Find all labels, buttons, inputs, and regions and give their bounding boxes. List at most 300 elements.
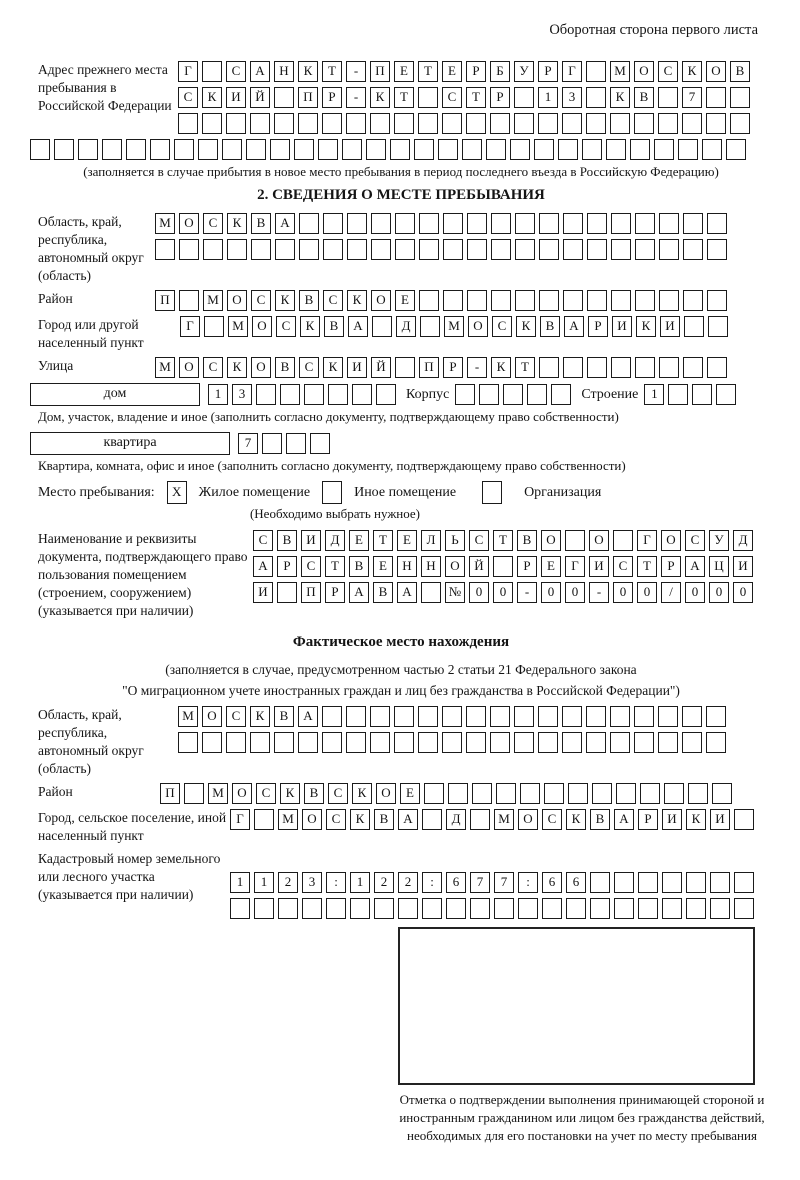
char-cell[interactable] xyxy=(370,706,390,727)
char-cell[interactable]: В xyxy=(304,783,324,804)
char-cell[interactable]: С xyxy=(203,213,223,234)
char-cell[interactable]: М xyxy=(203,290,223,311)
char-cell[interactable] xyxy=(514,732,534,753)
char-cell[interactable]: К xyxy=(516,316,536,337)
char-cell[interactable] xyxy=(262,433,282,454)
char-cell[interactable] xyxy=(662,898,682,919)
char-cell[interactable]: М xyxy=(178,706,198,727)
char-cell[interactable] xyxy=(346,706,366,727)
char-cell[interactable] xyxy=(254,898,274,919)
char-cell[interactable]: Г xyxy=(180,316,200,337)
char-cell[interactable]: В xyxy=(374,809,394,830)
char-cell[interactable] xyxy=(730,113,750,134)
char-cell[interactable] xyxy=(198,139,218,160)
char-cell[interactable]: 0 xyxy=(565,582,585,603)
char-cell[interactable]: С xyxy=(685,530,705,551)
char-cell[interactable]: Т xyxy=(466,87,486,108)
char-cell[interactable] xyxy=(394,732,414,753)
char-cell[interactable]: В xyxy=(517,530,537,551)
char-cell[interactable] xyxy=(638,898,658,919)
char-cell[interactable] xyxy=(658,706,678,727)
char-cell[interactable]: С xyxy=(276,316,296,337)
char-cell[interactable]: К xyxy=(202,87,222,108)
char-cell[interactable] xyxy=(514,87,534,108)
char-cell[interactable]: Д xyxy=(396,316,416,337)
char-cell[interactable] xyxy=(664,783,684,804)
char-cell[interactable]: А xyxy=(398,809,418,830)
char-cell[interactable]: И xyxy=(347,357,367,378)
char-cell[interactable] xyxy=(658,113,678,134)
char-cell[interactable]: О xyxy=(468,316,488,337)
char-cell[interactable] xyxy=(322,732,342,753)
char-cell[interactable] xyxy=(491,213,511,234)
char-cell[interactable] xyxy=(563,239,583,260)
char-cell[interactable]: / xyxy=(661,582,681,603)
char-cell[interactable]: 2 xyxy=(398,872,418,893)
char-cell[interactable] xyxy=(246,139,266,160)
char-cell[interactable] xyxy=(328,384,348,405)
char-cell[interactable] xyxy=(467,239,487,260)
char-cell[interactable] xyxy=(654,139,674,160)
char-cell[interactable]: К xyxy=(280,783,300,804)
char-cell[interactable]: 0 xyxy=(733,582,753,603)
char-cell[interactable]: М xyxy=(155,357,175,378)
char-cell[interactable] xyxy=(226,113,246,134)
char-cell[interactable] xyxy=(323,213,343,234)
char-cell[interactable]: К xyxy=(275,290,295,311)
char-cell[interactable]: Т xyxy=(325,556,345,577)
char-cell[interactable] xyxy=(184,783,204,804)
char-cell[interactable] xyxy=(448,783,468,804)
char-cell[interactable]: 3 xyxy=(562,87,582,108)
char-cell[interactable] xyxy=(527,384,547,405)
char-cell[interactable] xyxy=(634,113,654,134)
char-cell[interactable] xyxy=(515,213,535,234)
char-cell[interactable] xyxy=(395,357,415,378)
char-cell[interactable]: 1 xyxy=(254,872,274,893)
char-cell[interactable] xyxy=(342,139,362,160)
char-cell[interactable] xyxy=(470,898,490,919)
char-cell[interactable]: Е xyxy=(394,61,414,82)
char-cell[interactable] xyxy=(372,316,392,337)
char-cell[interactable]: Д xyxy=(325,530,345,551)
char-cell[interactable] xyxy=(586,732,606,753)
char-cell[interactable] xyxy=(712,783,732,804)
char-cell[interactable]: К xyxy=(323,357,343,378)
char-cell[interactable] xyxy=(566,898,586,919)
char-cell[interactable] xyxy=(347,239,367,260)
char-cell[interactable]: Т xyxy=(418,61,438,82)
char-cell[interactable]: К xyxy=(227,357,247,378)
char-cell[interactable]: О xyxy=(541,530,561,551)
char-cell[interactable] xyxy=(150,139,170,160)
char-cell[interactable]: О xyxy=(227,290,247,311)
char-cell[interactable] xyxy=(586,706,606,727)
char-cell[interactable]: 7 xyxy=(470,872,490,893)
char-cell[interactable]: 0 xyxy=(493,582,513,603)
char-cell[interactable]: 1 xyxy=(208,384,228,405)
char-cell[interactable]: О xyxy=(706,61,726,82)
char-cell[interactable]: М xyxy=(228,316,248,337)
char-cell[interactable] xyxy=(371,213,391,234)
char-cell[interactable]: Г xyxy=(562,61,582,82)
char-cell[interactable] xyxy=(346,732,366,753)
char-cell[interactable] xyxy=(539,290,559,311)
char-cell[interactable] xyxy=(702,139,722,160)
char-cell[interactable]: Ь xyxy=(445,530,465,551)
char-cell[interactable]: 3 xyxy=(302,872,322,893)
char-cell[interactable] xyxy=(446,898,466,919)
char-cell[interactable]: Й xyxy=(371,357,391,378)
char-cell[interactable]: С xyxy=(301,556,321,577)
char-cell[interactable]: 1 xyxy=(350,872,370,893)
char-cell[interactable] xyxy=(274,87,294,108)
char-cell[interactable]: В xyxy=(373,582,393,603)
char-cell[interactable]: - xyxy=(589,582,609,603)
char-cell[interactable] xyxy=(418,732,438,753)
char-cell[interactable]: С xyxy=(658,61,678,82)
char-cell[interactable]: - xyxy=(467,357,487,378)
char-cell[interactable]: К xyxy=(370,87,390,108)
char-cell[interactable]: М xyxy=(208,783,228,804)
char-cell[interactable]: С xyxy=(323,290,343,311)
char-cell[interactable] xyxy=(494,898,514,919)
char-cell[interactable]: И xyxy=(226,87,246,108)
char-cell[interactable]: П xyxy=(419,357,439,378)
char-cell[interactable] xyxy=(683,290,703,311)
char-cell[interactable] xyxy=(443,213,463,234)
char-cell[interactable] xyxy=(659,239,679,260)
char-cell[interactable] xyxy=(635,357,655,378)
char-cell[interactable] xyxy=(514,113,534,134)
char-cell[interactable] xyxy=(322,706,342,727)
char-cell[interactable]: И xyxy=(660,316,680,337)
char-cell[interactable] xyxy=(421,582,441,603)
char-cell[interactable] xyxy=(280,384,300,405)
char-cell[interactable]: В xyxy=(324,316,344,337)
char-cell[interactable] xyxy=(226,732,246,753)
char-cell[interactable] xyxy=(490,732,510,753)
char-cell[interactable] xyxy=(418,113,438,134)
char-cell[interactable] xyxy=(179,239,199,260)
char-cell[interactable]: М xyxy=(278,809,298,830)
char-cell[interactable] xyxy=(442,113,462,134)
char-cell[interactable] xyxy=(178,113,198,134)
char-cell[interactable] xyxy=(496,783,516,804)
char-cell[interactable] xyxy=(347,213,367,234)
char-cell[interactable]: Р xyxy=(588,316,608,337)
char-cell[interactable] xyxy=(374,898,394,919)
char-cell[interactable] xyxy=(202,732,222,753)
char-cell[interactable] xyxy=(587,213,607,234)
char-cell[interactable] xyxy=(590,872,610,893)
char-cell[interactable] xyxy=(562,706,582,727)
char-cell[interactable]: С xyxy=(178,87,198,108)
char-cell[interactable]: Д xyxy=(446,809,466,830)
char-cell[interactable] xyxy=(470,809,490,830)
char-cell[interactable] xyxy=(438,139,458,160)
char-cell[interactable]: У xyxy=(514,61,534,82)
char-cell[interactable]: С xyxy=(492,316,512,337)
char-cell[interactable] xyxy=(442,706,462,727)
char-cell[interactable] xyxy=(539,213,559,234)
char-cell[interactable] xyxy=(178,732,198,753)
char-cell[interactable]: Е xyxy=(395,290,415,311)
char-cell[interactable]: В xyxy=(349,556,369,577)
char-cell[interactable] xyxy=(706,732,726,753)
char-cell[interactable] xyxy=(611,357,631,378)
char-cell[interactable] xyxy=(611,213,631,234)
char-cell[interactable] xyxy=(275,239,295,260)
char-cell[interactable]: Г xyxy=(230,809,250,830)
char-cell[interactable] xyxy=(634,732,654,753)
char-cell[interactable] xyxy=(126,139,146,160)
char-cell[interactable] xyxy=(490,706,510,727)
char-cell[interactable] xyxy=(278,898,298,919)
char-cell[interactable] xyxy=(734,898,754,919)
char-cell[interactable]: О xyxy=(371,290,391,311)
char-cell[interactable]: О xyxy=(589,530,609,551)
char-cell[interactable]: 6 xyxy=(446,872,466,893)
char-cell[interactable]: С xyxy=(442,87,462,108)
char-cell[interactable]: С xyxy=(256,783,276,804)
char-cell[interactable] xyxy=(322,113,342,134)
char-cell[interactable] xyxy=(310,433,330,454)
char-cell[interactable] xyxy=(493,556,513,577)
char-cell[interactable] xyxy=(274,732,294,753)
char-cell[interactable] xyxy=(659,213,679,234)
char-cell[interactable]: Т xyxy=(322,61,342,82)
char-cell[interactable]: А xyxy=(685,556,705,577)
char-cell[interactable]: К xyxy=(298,61,318,82)
char-cell[interactable]: В xyxy=(590,809,610,830)
char-cell[interactable] xyxy=(394,706,414,727)
char-cell[interactable] xyxy=(54,139,74,160)
char-cell[interactable] xyxy=(686,898,706,919)
char-cell[interactable]: 7 xyxy=(494,872,514,893)
char-cell[interactable] xyxy=(692,384,712,405)
char-cell[interactable]: И xyxy=(662,809,682,830)
char-cell[interactable]: О xyxy=(232,783,252,804)
char-cell[interactable] xyxy=(686,872,706,893)
char-cell[interactable] xyxy=(659,357,679,378)
char-cell[interactable] xyxy=(611,290,631,311)
char-cell[interactable] xyxy=(707,239,727,260)
confirmation-stamp-box[interactable] xyxy=(398,927,755,1085)
char-cell[interactable]: В xyxy=(274,706,294,727)
char-cell[interactable]: С xyxy=(326,809,346,830)
char-cell[interactable] xyxy=(683,239,703,260)
char-cell[interactable]: Г xyxy=(178,61,198,82)
char-cell[interactable]: А xyxy=(298,706,318,727)
char-cell[interactable]: 1 xyxy=(538,87,558,108)
char-cell[interactable] xyxy=(204,316,224,337)
char-cell[interactable]: Е xyxy=(373,556,393,577)
char-cell[interactable]: М xyxy=(155,213,175,234)
char-cell[interactable]: С xyxy=(253,530,273,551)
char-cell[interactable] xyxy=(394,113,414,134)
char-cell[interactable] xyxy=(346,113,366,134)
char-cell[interactable] xyxy=(274,113,294,134)
char-cell[interactable] xyxy=(635,239,655,260)
char-cell[interactable]: О xyxy=(661,530,681,551)
char-cell[interactable]: П xyxy=(160,783,180,804)
char-cell[interactable]: Р xyxy=(661,556,681,577)
char-cell[interactable] xyxy=(270,139,290,160)
char-cell[interactable] xyxy=(514,706,534,727)
char-cell[interactable] xyxy=(254,809,274,830)
char-cell[interactable] xyxy=(707,213,727,234)
char-cell[interactable]: А xyxy=(564,316,584,337)
char-cell[interactable] xyxy=(443,239,463,260)
char-cell[interactable] xyxy=(515,239,535,260)
char-cell[interactable]: Г xyxy=(565,556,585,577)
char-cell[interactable]: : xyxy=(422,872,442,893)
char-cell[interactable] xyxy=(539,357,559,378)
char-cell[interactable] xyxy=(366,139,386,160)
char-cell[interactable] xyxy=(323,239,343,260)
char-cell[interactable] xyxy=(491,239,511,260)
char-cell[interactable] xyxy=(420,316,440,337)
char-cell[interactable]: 7 xyxy=(682,87,702,108)
char-cell[interactable] xyxy=(418,706,438,727)
char-cell[interactable] xyxy=(419,239,439,260)
char-cell[interactable] xyxy=(227,239,247,260)
char-cell[interactable]: Е xyxy=(400,783,420,804)
char-cell[interactable] xyxy=(179,290,199,311)
char-cell[interactable] xyxy=(510,139,530,160)
char-cell[interactable] xyxy=(730,87,750,108)
char-cell[interactable] xyxy=(318,139,338,160)
char-cell[interactable] xyxy=(350,898,370,919)
char-cell[interactable] xyxy=(376,384,396,405)
char-cell[interactable] xyxy=(544,783,564,804)
char-cell[interactable] xyxy=(734,872,754,893)
char-cell[interactable]: П xyxy=(370,61,390,82)
char-cell[interactable] xyxy=(586,61,606,82)
char-cell[interactable] xyxy=(395,213,415,234)
char-cell[interactable]: О xyxy=(251,357,271,378)
char-cell[interactable] xyxy=(298,732,318,753)
char-cell[interactable] xyxy=(298,113,318,134)
checkbox-inoe[interactable] xyxy=(322,481,342,504)
char-cell[interactable] xyxy=(520,783,540,804)
char-cell[interactable]: И xyxy=(253,582,273,603)
char-cell[interactable]: И xyxy=(301,530,321,551)
char-cell[interactable] xyxy=(250,113,270,134)
char-cell[interactable] xyxy=(202,61,222,82)
char-cell[interactable] xyxy=(466,732,486,753)
char-cell[interactable] xyxy=(418,87,438,108)
char-cell[interactable] xyxy=(455,384,475,405)
char-cell[interactable]: Й xyxy=(250,87,270,108)
char-cell[interactable]: С xyxy=(226,61,246,82)
char-cell[interactable]: К xyxy=(682,61,702,82)
char-cell[interactable]: К xyxy=(610,87,630,108)
char-cell[interactable] xyxy=(613,530,633,551)
char-cell[interactable]: К xyxy=(566,809,586,830)
char-cell[interactable]: : xyxy=(518,872,538,893)
char-cell[interactable] xyxy=(286,433,306,454)
char-cell[interactable] xyxy=(443,290,463,311)
char-cell[interactable]: Д xyxy=(733,530,753,551)
char-cell[interactable]: А xyxy=(275,213,295,234)
char-cell[interactable] xyxy=(682,113,702,134)
char-cell[interactable]: Р xyxy=(322,87,342,108)
char-cell[interactable] xyxy=(299,213,319,234)
char-cell[interactable]: Б xyxy=(490,61,510,82)
char-cell[interactable] xyxy=(659,290,679,311)
char-cell[interactable]: В xyxy=(730,61,750,82)
char-cell[interactable] xyxy=(414,139,434,160)
char-cell[interactable]: О xyxy=(302,809,322,830)
char-cell[interactable]: Й xyxy=(469,556,489,577)
char-cell[interactable]: С xyxy=(203,357,223,378)
char-cell[interactable] xyxy=(551,384,571,405)
char-cell[interactable] xyxy=(419,290,439,311)
char-cell[interactable] xyxy=(424,783,444,804)
char-cell[interactable]: И xyxy=(733,556,753,577)
char-cell[interactable] xyxy=(586,87,606,108)
char-cell[interactable] xyxy=(490,113,510,134)
char-cell[interactable] xyxy=(370,113,390,134)
char-cell[interactable]: Р xyxy=(325,582,345,603)
char-cell[interactable]: 6 xyxy=(566,872,586,893)
char-cell[interactable] xyxy=(479,384,499,405)
char-cell[interactable] xyxy=(726,139,746,160)
char-cell[interactable]: Е xyxy=(397,530,417,551)
char-cell[interactable] xyxy=(565,530,585,551)
char-cell[interactable] xyxy=(466,706,486,727)
char-cell[interactable]: : xyxy=(326,872,346,893)
char-cell[interactable]: К xyxy=(227,213,247,234)
char-cell[interactable] xyxy=(610,706,630,727)
char-cell[interactable]: 0 xyxy=(469,582,489,603)
char-cell[interactable]: 0 xyxy=(685,582,705,603)
char-cell[interactable] xyxy=(634,706,654,727)
char-cell[interactable] xyxy=(638,872,658,893)
char-cell[interactable]: П xyxy=(298,87,318,108)
char-cell[interactable]: К xyxy=(347,290,367,311)
char-cell[interactable] xyxy=(668,384,688,405)
char-cell[interactable]: 6 xyxy=(542,872,562,893)
char-cell[interactable] xyxy=(30,139,50,160)
char-cell[interactable]: К xyxy=(250,706,270,727)
char-cell[interactable] xyxy=(586,113,606,134)
char-cell[interactable] xyxy=(542,898,562,919)
char-cell[interactable] xyxy=(302,898,322,919)
char-cell[interactable]: А xyxy=(253,556,273,577)
char-cell[interactable]: - xyxy=(346,87,366,108)
char-cell[interactable] xyxy=(352,384,372,405)
char-cell[interactable] xyxy=(370,732,390,753)
char-cell[interactable]: О xyxy=(179,213,199,234)
char-cell[interactable]: - xyxy=(346,61,366,82)
char-cell[interactable] xyxy=(662,872,682,893)
char-cell[interactable]: Г xyxy=(637,530,657,551)
char-cell[interactable]: 0 xyxy=(541,582,561,603)
char-cell[interactable]: М xyxy=(494,809,514,830)
char-cell[interactable] xyxy=(614,898,634,919)
char-cell[interactable]: В xyxy=(275,357,295,378)
char-cell[interactable]: А xyxy=(250,61,270,82)
char-cell[interactable] xyxy=(635,290,655,311)
char-cell[interactable] xyxy=(678,139,698,160)
char-cell[interactable]: Н xyxy=(274,61,294,82)
char-cell[interactable]: К xyxy=(636,316,656,337)
char-cell[interactable]: - xyxy=(517,582,537,603)
char-cell[interactable]: Р xyxy=(638,809,658,830)
